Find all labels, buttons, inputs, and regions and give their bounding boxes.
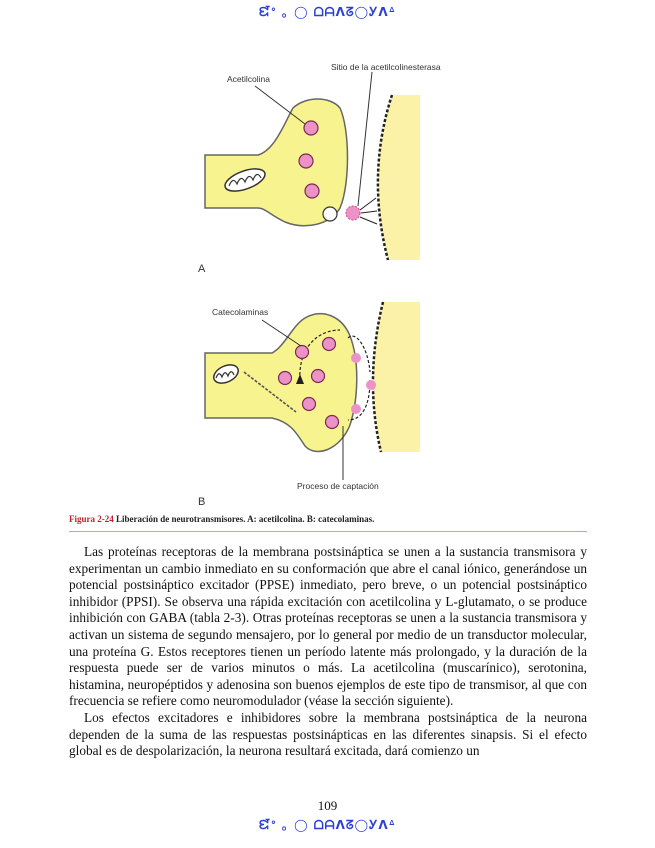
vesicle bbox=[312, 370, 325, 383]
label-sitio-acetilcolinesterasa: Sitio de la acetilcolinesterasa bbox=[331, 62, 441, 72]
watermark-bottom: ᘿᐤ ｡ ◯ ᗝᗩᐱᘔ◯Ꭹᐱᐞ bbox=[258, 818, 397, 832]
paragraph: Los efectos excitadores e inhibidores sobre la membrana postsináptica de la neurona dependen de la suma de las respuestas postsinápticas en las diferentes sinapsis. Si el efecto global es de despolarización, la neurona resultará excitada, dará comienzo un bbox=[69, 709, 587, 759]
panel-b bbox=[198, 302, 420, 508]
released-catecholamine bbox=[351, 353, 361, 363]
figure-caption-text: Liberación de neurotransmisores. A: acetilcolina. B: catecolaminas. bbox=[113, 514, 375, 524]
label-acetilcolina: Acetilcolina bbox=[227, 74, 270, 84]
watermark-top: ᘿᐤ ｡ ◯ ᗝᗩᐱᘔ◯Ꭹᐱᐞ bbox=[258, 5, 397, 19]
vesicle bbox=[304, 121, 318, 135]
figure-number: Figura 2-24 bbox=[69, 514, 114, 524]
vesicle bbox=[305, 184, 319, 198]
page-number: 109 bbox=[317, 798, 338, 813]
paragraph: Las proteínas receptoras de la membrana postsináptica se unen a la sustancia transmisora y experimentan un cambio inmediato en su conformación que abre el canal iónico, generándose un potencial postsináptico excitador (PPSE) inmediato, pero breve, o un potencial postsináptico inhibidor (PPSI). Se observa una rápida excitación con acetilcolina y L-glutamato, o se produce inhibición con GABA (tabla 2-3). Otras proteínas receptoras se unen a la sustancia transmisora y activan un sistema de segundo mensajero, por lo general por medio de un transductor molecular, una proteína G. Estos receptores tienen un período latente más prolongado, y la duración de la respuesta puede ser de varios minutos o más. La acetilcolina (muscarínico), serotonina, histamina, neuropéptidos y adenosina son buenos ejemplos de este tipo de transmisor, al que con frecuencia se refiere como neuromodulador (véase la sección siguiente). bbox=[69, 544, 587, 709]
vesicle bbox=[299, 154, 313, 168]
figure-caption bbox=[69, 514, 589, 524]
vesicle bbox=[303, 398, 316, 411]
fused-vesicle bbox=[323, 207, 337, 221]
figure-neurotransmitter-release bbox=[190, 52, 470, 510]
label-catecolaminas: Catecolaminas bbox=[212, 307, 269, 317]
released-vesicle bbox=[346, 206, 360, 220]
release-lines bbox=[360, 198, 377, 224]
postsynaptic-membrane-b bbox=[373, 302, 420, 452]
caption-divider bbox=[69, 531, 587, 532]
label-panel-b: B bbox=[198, 496, 206, 508]
released-catecholamine bbox=[366, 380, 376, 390]
vesicle bbox=[279, 372, 292, 385]
label-panel-a: A bbox=[198, 263, 206, 275]
body-text bbox=[69, 544, 587, 760]
presynaptic-terminal-a bbox=[205, 99, 348, 226]
vesicle bbox=[323, 338, 336, 351]
label-proceso-captacion: Proceso de captación bbox=[297, 481, 379, 491]
released-catecholamine bbox=[351, 404, 361, 414]
vesicle bbox=[296, 346, 309, 359]
leader-sitio bbox=[358, 72, 372, 206]
panel-a bbox=[198, 62, 441, 275]
vesicle bbox=[326, 416, 339, 429]
